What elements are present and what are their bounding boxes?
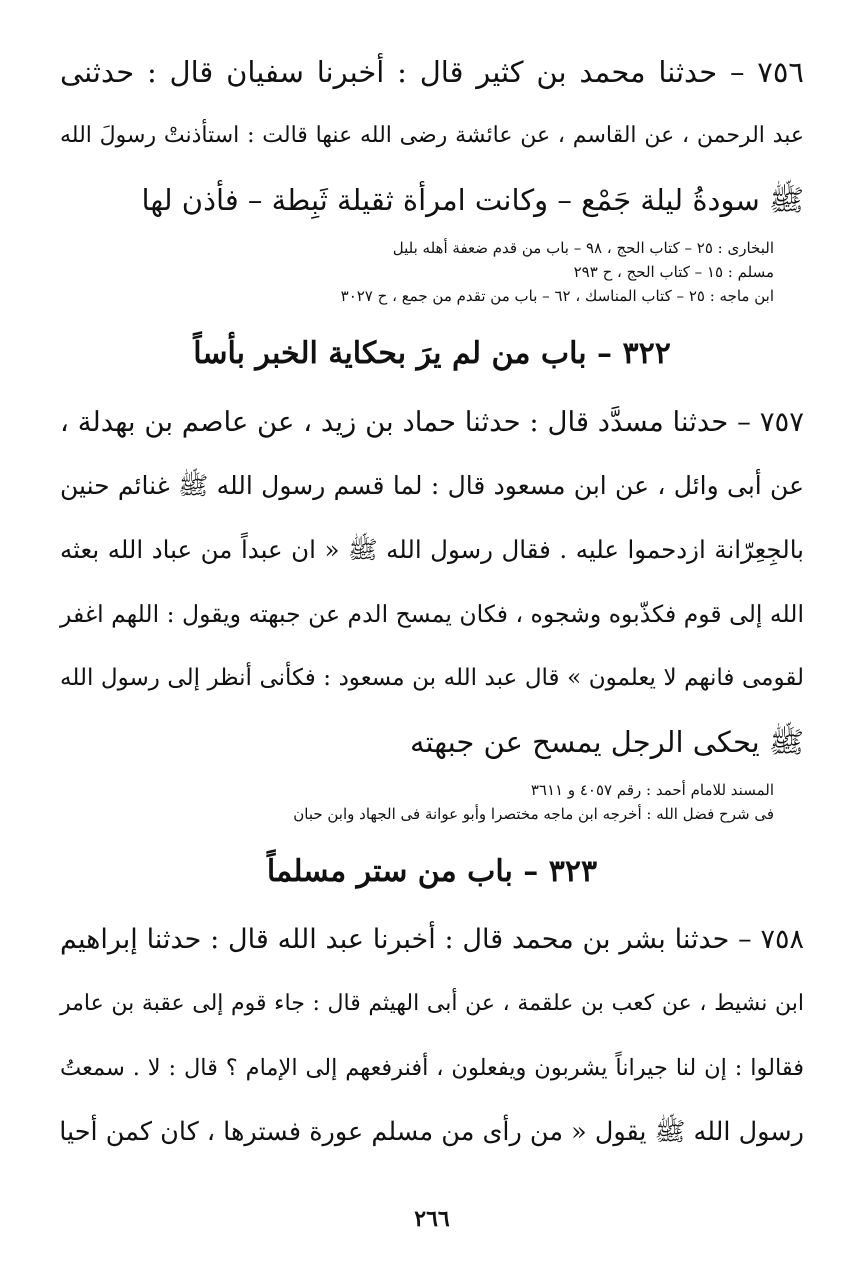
footnote: ابن ماجه : ٢٥ – كتاب المناسك ، ٦٢ – باب من تقدم من جمع ، ح ٣٠٢٧ xyxy=(340,287,774,305)
text-line: ﷺ يحكى الرجل يمسح عن جبهته xyxy=(409,725,804,759)
text-line: عن أبى وائل ، عن ابن مسعود قال : لما قسم رسول الله ﷺ غنائم حنين xyxy=(60,471,804,500)
footnote: المسند للامام أحمد : رقم ٤٠٥٧ و ٣٦١١ xyxy=(530,781,774,799)
text-line: ٧٥٦ – حدثنا محمد بن كثير قال : أخبرنا سفيان قال : حدثنى xyxy=(60,55,804,89)
text-line: ٧٥٨ – حدثنا بشر بن محمد قال : أخبرنا عبد الله قال : حدثنا إبراهيم xyxy=(60,924,804,955)
chapter-heading-323: ٣٢٣ – باب من ستر مسلماً xyxy=(266,854,598,889)
text-line: بالجِعِرّانة ازدحموا عليه . فقال رسول الله ﷺ « ان عبداً من عباد الله بعثه xyxy=(60,535,804,564)
text-line: ﷺ سودةُ ليلة جَمْع – وكانت امرأة ثقيلة ثَبِطة – فأذن لها xyxy=(141,183,804,217)
text-line: لقومى فانهم لا يعلمون » قال عبد الله بن مسعود : فكأنى أنظر إلى رسول الله xyxy=(60,665,804,691)
chapter-heading-322: ٣٢٢ – باب من لم يرَ بحكاية الخبر بأساً xyxy=(193,336,671,371)
text-line: الله إلى قوم فكذّبوه وشجوه ، فكان يمسح الدم عن جبهته ويقول : اللهم اغفر xyxy=(60,600,804,628)
page-number: ٢٦٦ xyxy=(414,1206,450,1232)
text-line: ابن نشيط ، عن كعب بن علقمة ، عن أبى الهيثم قال : جاء قوم إلى عقبة بن عامر xyxy=(60,991,804,1016)
text-line: ٧٥٧ – حدثنا مسدَّد قال : حدثنا حماد بن زيد ، عن عاصم بن بهدلة ، xyxy=(60,406,804,438)
hadith-758 xyxy=(60,908,804,1164)
footnote: فى شرح فضل الله : أخرجه ابن ماجه مختصرا وأبو عوانة فى الجهاد وابن حبان xyxy=(293,805,774,823)
footnotes-757 xyxy=(60,778,804,826)
text-line: رسول الله ﷺ يقول « من رأى من مسلم عورة فسترها ، كان كمن أحيا xyxy=(59,1117,804,1147)
text-line: فقالوا : إن لنا جيراناً يشربون ويفعلون ، أفنرفعهم إلى الإمام ؟ قال : لا . سمعتُ xyxy=(60,1055,804,1081)
footnote: البخارى : ٢٥ – كتاب الحج ، ٩٨ – باب من قدم ضعفة أهله بليل xyxy=(392,239,774,257)
footnote: مسلم : ١٥ – كتاب الحج ، ح ٢٩٣ xyxy=(573,263,774,281)
page-content xyxy=(60,40,804,1164)
hadith-757 xyxy=(60,390,804,826)
footnotes-756 xyxy=(60,236,804,308)
text-line: عبد الرحمن ، عن القاسم ، عن عائشة رضى الله عنها قالت : استأذنتْ رسولَ الله xyxy=(60,123,804,148)
hadith-756 xyxy=(60,40,804,308)
